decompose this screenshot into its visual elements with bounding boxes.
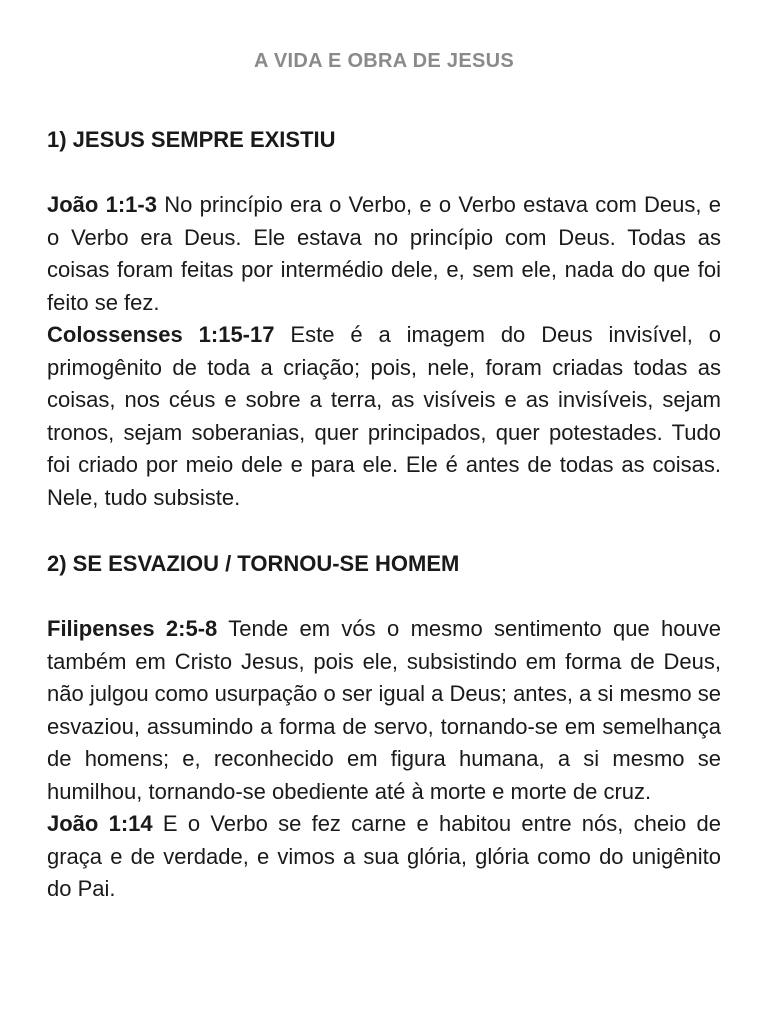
passage-text: E o Verbo se fez carne e habitou entre nós, cheio de graça e de verdade, e vimos a sua glória, glória como do unigênito do Pai. — [47, 811, 721, 901]
passage-text: Tende em vós o mesmo sentimento que houve também em Cristo Jesus, pois ele, subsistindo em forma de Deus, não julgou como usurpação o ser igual a Deus; antes, a si mesmo se esvaziou, assumindo a forma de servo, tornando-se em semelhança de homens; e, reconhecido em figura humana, a si mesmo se humilhou, tornando-se obediente até à morte e morte de cruz. — [47, 616, 721, 804]
document-title: A VIDA E OBRA DE JESUS — [254, 50, 514, 72]
passage-john-1-1-3 — [47, 189, 721, 319]
passage-philippians-2-5-8 — [47, 613, 721, 808]
passage-text: No princípio era o Verbo, e o Verbo estava com Deus, e o Verbo era Deus. Ele estava no princípio com Deus. Todas as coisas foram feitas por intermédio dele, e, sem ele, nada do que foi feito se fez. — [47, 192, 721, 315]
passage-john-1-14 — [47, 808, 721, 906]
passage-reference: João 1:1-3 — [47, 192, 157, 217]
passage-text: Este é a imagem do Deus invisível, o primogênito de toda a criação; pois, nele, foram criadas todas as coisas, nos céus e sobre a terra, as visíveis e as invisíveis, sejam tronos, sejam soberanias, quer principados, quer potestades. Tudo foi criado por meio dele e para ele. Ele é antes de todas as coisas. Nele, tudo subsiste. — [47, 322, 721, 510]
passage-colossians-1-15-17 — [47, 319, 721, 514]
section-heading-1: 1) JESUS SEMPRE EXISTIU — [47, 127, 336, 152]
passage-reference: João 1:14 — [47, 811, 153, 836]
passage-reference: Filipenses 2:5-8 — [47, 616, 218, 641]
section-heading-2: 2) SE ESVAZIOU / TORNOU-SE HOMEM — [47, 551, 460, 576]
passage-reference: Colossenses 1:15-17 — [47, 322, 275, 347]
